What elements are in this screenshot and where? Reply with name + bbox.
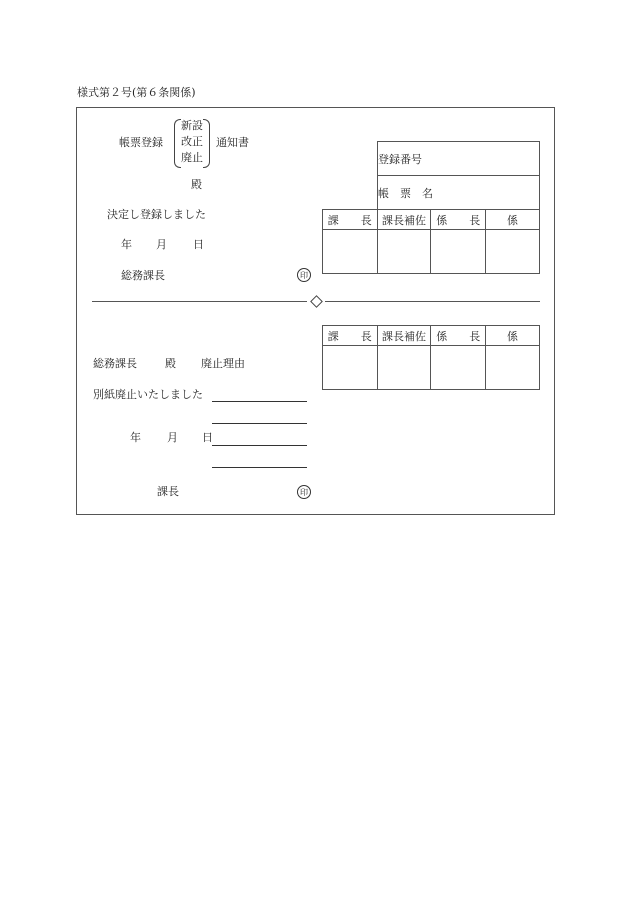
option-new: 新設 [181,119,203,132]
stamp-box[interactable] [323,230,378,274]
abolition-date-year: 年 [130,431,141,444]
separator-line-right [325,301,540,302]
notice-signer: 総務課長 [121,269,165,282]
stamp-box[interactable] [323,346,378,390]
notice-suffix: 通知書 [216,136,249,149]
reason-line-3[interactable] [212,445,307,446]
options-brace-left [174,119,181,168]
abolition-reason-label: 廃止理由 [201,357,245,370]
stamp-box[interactable] [377,346,431,390]
abolition-date-day: 日 [202,431,213,444]
form-label: 様式第２号(第６条関係) [77,86,196,99]
stamp-box[interactable] [431,346,486,390]
notice-date-day: 日 [193,238,204,251]
stamp-box[interactable] [431,230,486,274]
abolition-date-month: 月 [167,431,178,444]
notice-prefix: 帳票登録 [119,136,163,149]
registration-table [377,141,540,210]
stamp-box[interactable] [485,230,539,274]
notice-seal: 印 [297,268,311,282]
registration-name-label: 帳 票 名 [378,176,540,210]
notice-body: 決定し登録しました [107,208,206,221]
reason-line-1[interactable] [212,401,307,402]
stamp-header-staff: 係 [485,326,539,346]
stamp-header-section-chief: 課 長 [323,326,378,346]
registration-number-label: 登録番号 [378,142,540,176]
options-brace-right [203,119,210,168]
option-abolish: 廃止 [181,151,203,164]
abolition-seal: 印 [297,485,311,499]
reason-line-2[interactable] [212,423,307,424]
notice-date-year: 年 [121,238,132,251]
abolition-addressee-suffix: 殿 [165,357,176,370]
stamp-header-deputy-chief: 課長補佐 [377,326,431,346]
stamp-header-section-chief: 課 長 [323,210,378,230]
abolition-addressee-title: 総務課長 [93,357,137,370]
stamp-box[interactable] [485,346,539,390]
notice-addressee: 殿 [191,178,202,191]
stamp-box[interactable] [377,230,431,274]
abolition-body: 別紙廃止いたしました [93,388,203,401]
notice-date-month: 月 [156,238,167,251]
approval-stamp-table-upper [322,209,540,274]
abolition-signer: 課長 [157,485,179,498]
stamp-header-subsection-chief: 係 長 [431,210,486,230]
stamp-header-subsection-chief: 係 長 [431,326,486,346]
reason-line-4[interactable] [212,467,307,468]
option-revise: 改正 [181,135,203,148]
approval-stamp-table-lower [322,325,540,390]
stamp-header-staff: 係 [485,210,539,230]
stamp-header-deputy-chief: 課長補佐 [377,210,431,230]
separator-line-left [92,301,307,302]
